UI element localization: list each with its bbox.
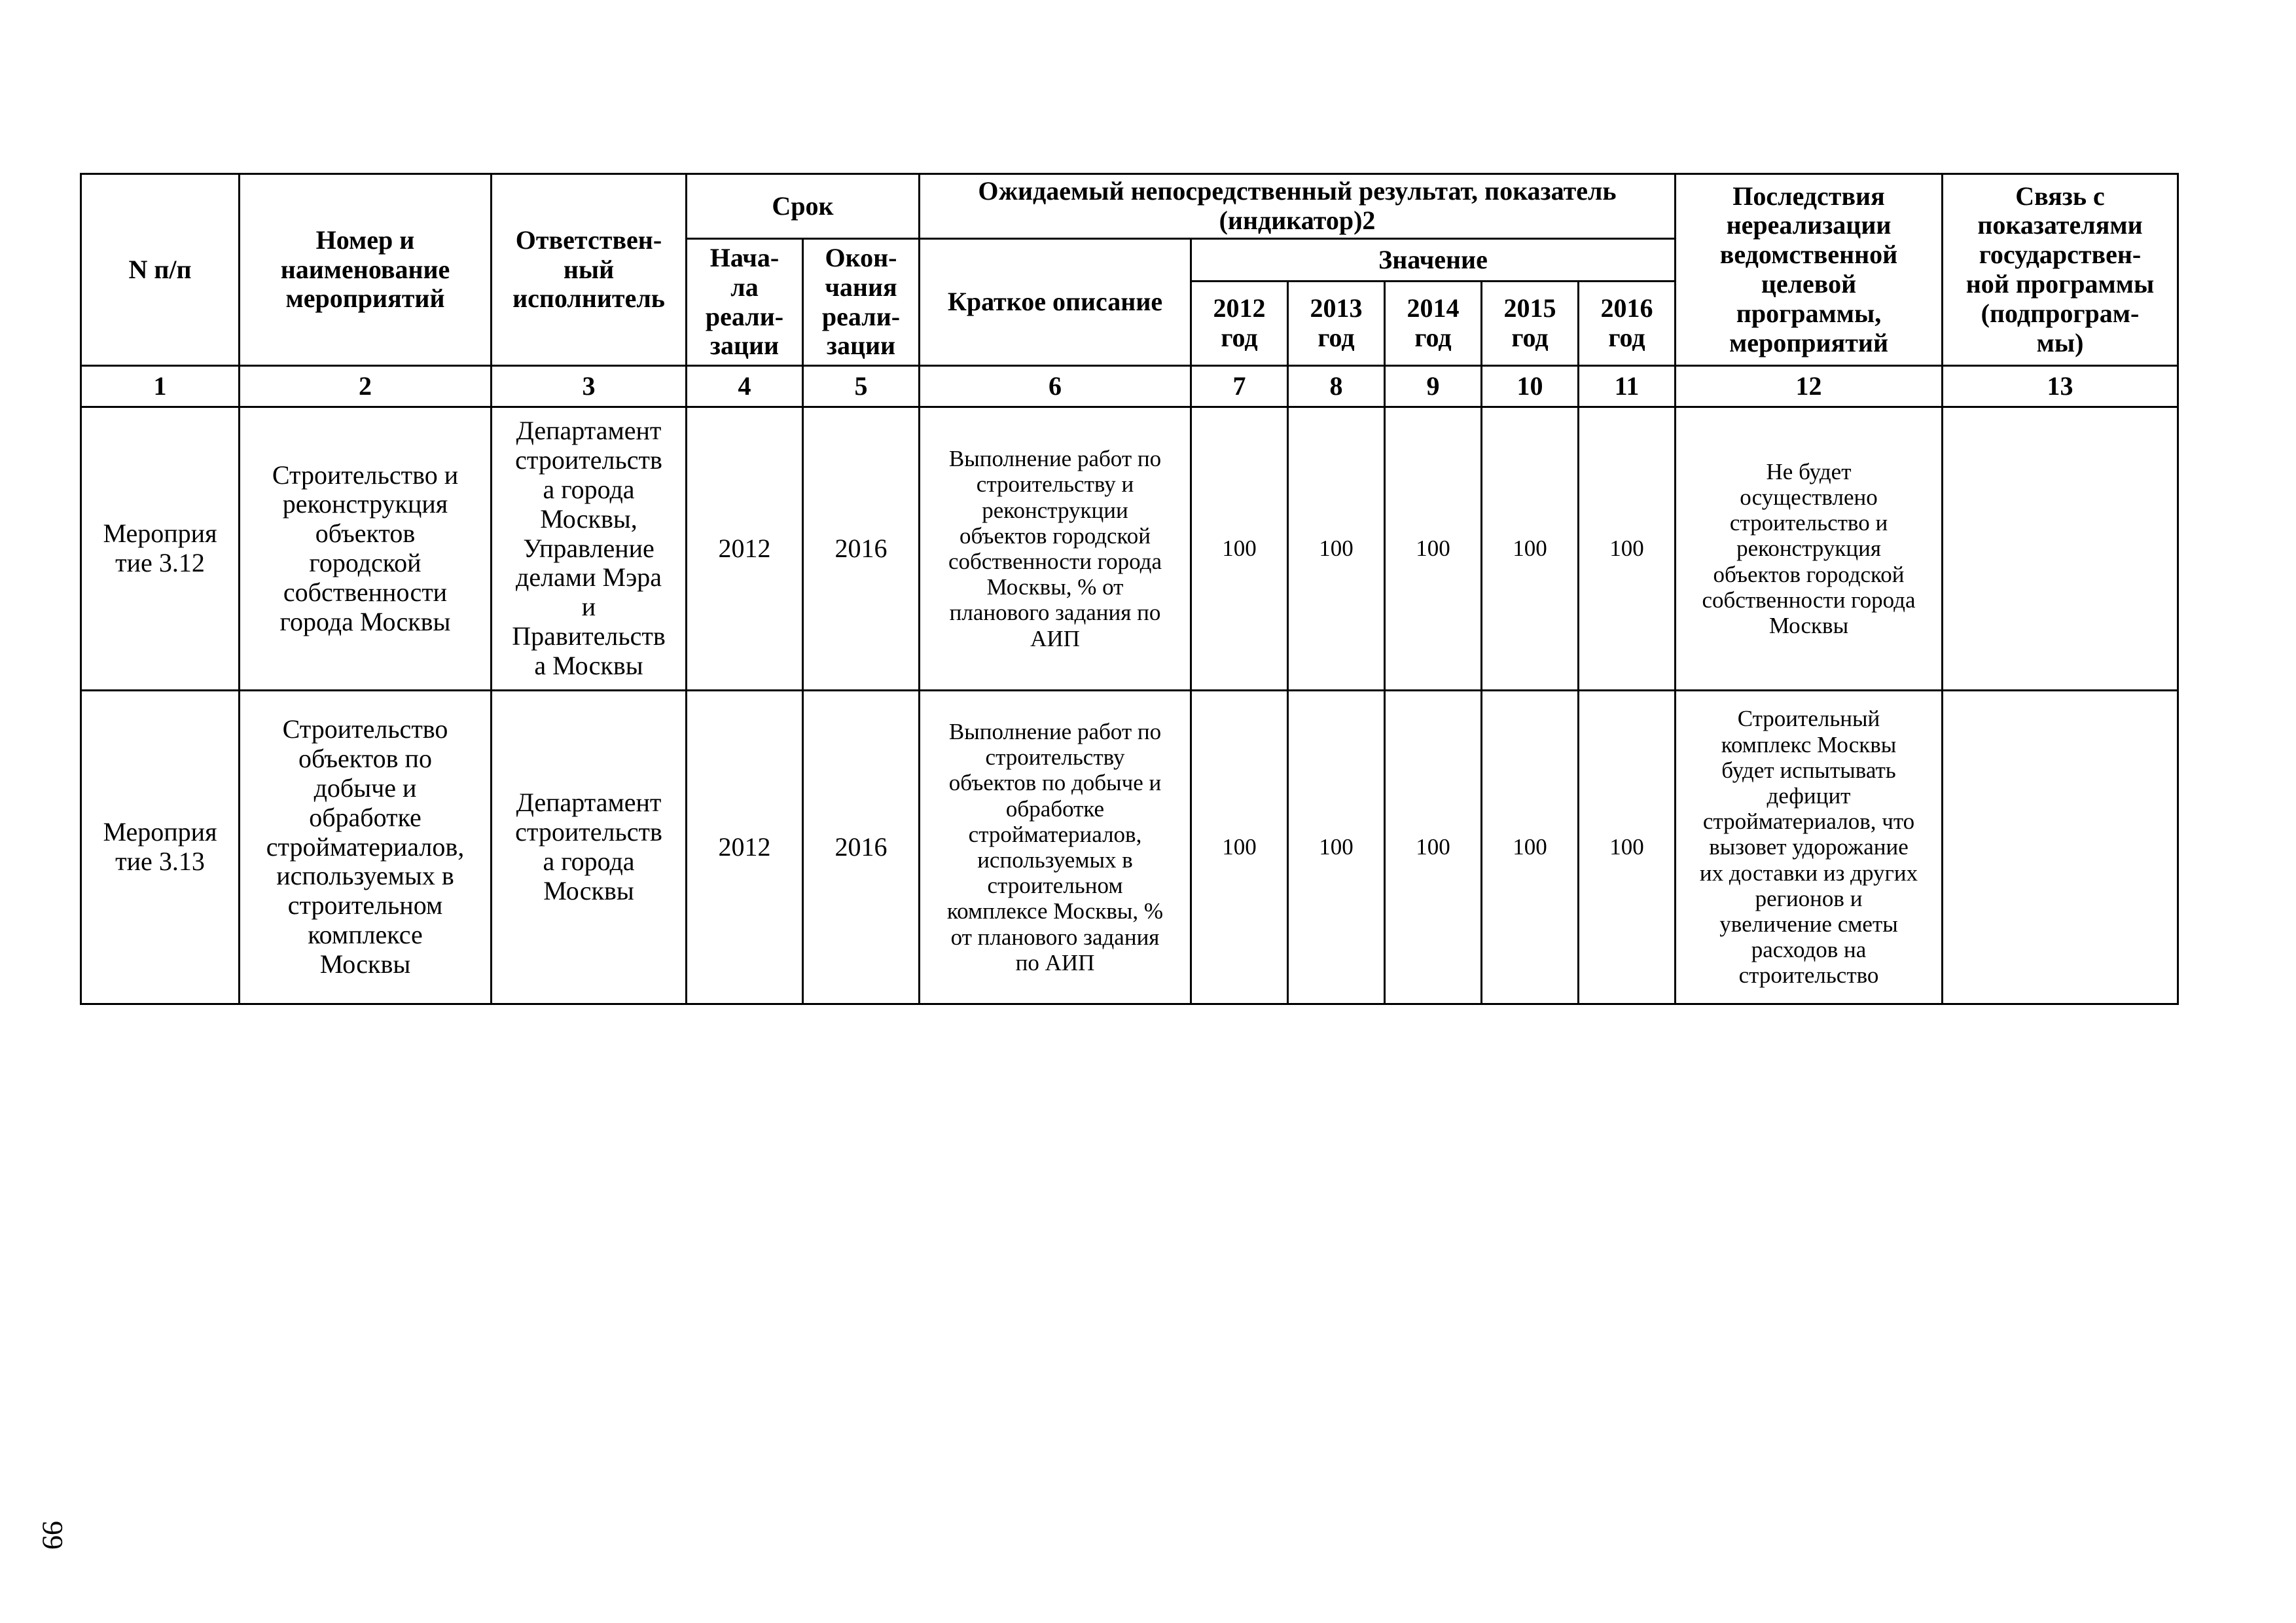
description-line: стройматериалов, (968, 821, 1142, 847)
consequences-line: строительство (1738, 962, 1879, 989)
consequences-line: собственности города (1702, 587, 1916, 613)
column-number: 12 (1676, 366, 1943, 407)
header-measure-name-line: Номер и (315, 225, 415, 255)
description-line: по АИП (1015, 949, 1095, 976)
header-year-2013 (1288, 282, 1385, 366)
header-end (803, 239, 920, 366)
header-measure-name (240, 174, 492, 366)
measure-id-line: тие 3.13 (115, 847, 205, 876)
header-program-link-line: государствен- (1979, 240, 2142, 270)
measure-name-line: городской (309, 548, 422, 577)
header-term: Срок (687, 174, 920, 239)
column-number: 8 (1288, 366, 1385, 407)
measure-name-line: объектов (315, 519, 416, 549)
value-2014: 100 (1385, 691, 1482, 1004)
description-line: планового задания по (949, 600, 1161, 626)
consequences-line: регионов и (1755, 885, 1863, 911)
column-number: 11 (1579, 366, 1676, 407)
consequences-line: стройматериалов, что (1702, 809, 1915, 835)
header-consequences-line: мероприятий (1729, 327, 1888, 357)
measure-name-line: города Москвы (279, 606, 451, 636)
column-number: 6 (920, 366, 1191, 407)
end-year: 2016 (803, 407, 920, 691)
description-line: используемых в (977, 847, 1133, 873)
description-line: АИП (1030, 625, 1080, 651)
consequences-line: Москвы (1768, 612, 1849, 638)
header-year-2015 (1482, 282, 1579, 366)
header-consequences-line: программы, (1736, 298, 1882, 328)
description-line: объектов по добыче и (948, 770, 1162, 796)
measure-name (240, 691, 492, 1004)
header-consequences-line: нереализации (1726, 210, 1892, 240)
measure-name-line: Москвы (319, 949, 411, 979)
header-start-line: Нача- (709, 242, 780, 272)
description-line: комплексе Москвы, % (946, 898, 1164, 924)
header-responsible-line: Ответствен- (515, 225, 662, 255)
header-responsible-line: исполнитель (512, 283, 665, 314)
value-2015: 100 (1482, 691, 1579, 1004)
page-number: 99 (37, 1521, 69, 1550)
header-expected-result-line: (индикатор)2 (1219, 206, 1376, 235)
responsible-line: и (581, 592, 596, 622)
responsible-line: а Москвы (534, 650, 643, 680)
result-description (920, 691, 1191, 1004)
consequences-line: реконструкция (1736, 536, 1881, 562)
header-program-link (1943, 174, 2178, 366)
header-program-link-line: (подпрограм- (1981, 298, 2140, 328)
header-start-line: зации (709, 331, 780, 361)
year-unit: год (1511, 323, 1549, 352)
responsible-line: Москвы, (540, 503, 637, 534)
value-2012: 100 (1191, 407, 1288, 691)
column-number: 9 (1385, 366, 1482, 407)
measure-id (81, 691, 240, 1004)
column-number: 13 (1943, 366, 2178, 407)
non-implementation-consequences (1676, 691, 1943, 1004)
header-responsible (492, 174, 687, 366)
program-measures-table (80, 173, 2179, 1005)
column-number: 1 (81, 366, 240, 407)
measure-name-line: Строительство и (272, 460, 459, 490)
end-year: 2016 (803, 691, 920, 1004)
start-year: 2012 (687, 407, 803, 691)
measure-name-line: объектов по (298, 744, 432, 774)
header-measure-name-line: наименование (280, 254, 450, 284)
value-2012: 100 (1191, 691, 1288, 1004)
measure-name-line: реконструкция (282, 489, 448, 519)
year-unit: год (1318, 323, 1355, 352)
consequences-line: осуществлено (1740, 484, 1878, 511)
header-end-line: чания (825, 272, 897, 302)
measure-name-line: комплексе (308, 919, 423, 949)
year-label: 2015 (1503, 293, 1556, 323)
description-line: Выполнение работ по (948, 446, 1162, 472)
header-consequences-line: ведомственной (1719, 240, 1898, 270)
measure-name-line: стройматериалов, (266, 831, 465, 862)
responsible-line: Департамент (516, 788, 662, 818)
measure-name-line: используемых в (276, 861, 454, 891)
year-label: 2012 (1213, 293, 1266, 323)
responsible-line: строительств (515, 817, 662, 847)
consequences-line: дефицит (1767, 783, 1851, 809)
consequences-line: комплекс Москвы (1721, 731, 1897, 757)
responsible-line: Москвы (543, 875, 634, 905)
start-year: 2012 (687, 691, 803, 1004)
description-line: строительству и (976, 471, 1134, 498)
table-row (81, 407, 2178, 691)
year-unit: год (1221, 323, 1258, 352)
description-line: реконструкции (982, 497, 1128, 523)
header-end-line: реали- (821, 301, 901, 331)
header-program-link-line: ной программы (1965, 269, 2155, 299)
responsible-executor (492, 407, 687, 691)
description-line: обработке (1005, 795, 1105, 822)
measure-name-line: собственности (283, 577, 448, 607)
value-2013: 100 (1288, 691, 1385, 1004)
responsible-line: делами Мэра (515, 562, 662, 593)
value-2016: 100 (1579, 691, 1676, 1004)
column-number: 7 (1191, 366, 1288, 407)
description-line: Выполнение работ по (948, 719, 1162, 745)
value-2015: 100 (1482, 407, 1579, 691)
header-consequences (1676, 174, 1943, 366)
header-year-2014 (1385, 282, 1482, 366)
program-link (1943, 407, 2178, 691)
program-link (1943, 691, 2178, 1004)
consequences-line: их доставки из других (1699, 860, 1918, 886)
value-2014: 100 (1385, 407, 1482, 691)
responsible-line: Правительств (512, 621, 666, 651)
measure-id (81, 407, 240, 691)
non-implementation-consequences (1676, 407, 1943, 691)
value-2016: 100 (1579, 407, 1676, 691)
table-row (81, 691, 2178, 1004)
year-label: 2016 (1600, 293, 1653, 323)
year-label: 2013 (1310, 293, 1363, 323)
column-number: 10 (1482, 366, 1579, 407)
measure-id-line: Мероприя (103, 519, 217, 549)
consequences-line: строительство и (1729, 510, 1888, 536)
year-unit: год (1608, 323, 1645, 352)
header-end-line: Окон- (825, 242, 897, 272)
consequences-line: Не будет (1766, 458, 1852, 484)
responsible-line: строительств (515, 445, 662, 475)
description-line: строительном (987, 873, 1123, 899)
responsible-line: Управление (523, 533, 655, 563)
header-brief-description: Краткое описание (920, 239, 1191, 366)
header-expected-result (920, 174, 1676, 239)
consequences-line: Строительный (1737, 706, 1880, 732)
header-start-line: реали- (705, 301, 784, 331)
measure-name (240, 407, 492, 691)
header-program-link-line: показателями (1977, 210, 2143, 240)
responsible-line: Департамент (516, 416, 662, 446)
year-unit: год (1414, 323, 1452, 352)
measure-id-line: тие 3.12 (115, 548, 205, 577)
measure-name-line: обработке (309, 802, 422, 832)
consequences-line: расходов на (1751, 937, 1867, 963)
consequences-line: вызовет удорожание (1709, 834, 1909, 860)
responsible-executor (492, 691, 687, 1004)
header-end-line: зации (826, 331, 896, 361)
header-consequences-line: целевой (1761, 269, 1857, 299)
year-label: 2014 (1407, 293, 1460, 323)
header-start (687, 239, 803, 366)
consequences-line: увеличение сметы (1719, 911, 1898, 937)
description-line: собственности города (948, 549, 1162, 574)
measure-name-line: строительном (287, 890, 443, 921)
header-consequences-line: Последствия (1732, 181, 1885, 211)
header-expected-result-line: Ожидаемый непосредственный результат, показатель (978, 176, 1617, 206)
description-line: строительству (985, 744, 1125, 771)
header-program-link-line: мы) (2036, 327, 2084, 357)
header-year-2012 (1191, 282, 1288, 366)
header-start-line: ла (730, 272, 759, 302)
measure-id-line: Мероприя (103, 817, 217, 847)
header-responsible-line: ный (563, 254, 615, 284)
value-2013: 100 (1288, 407, 1385, 691)
header-measure-name-line: мероприятий (285, 283, 445, 314)
measure-name-line: Строительство (282, 714, 448, 744)
consequences-line: объектов городской (1713, 561, 1905, 587)
result-description (920, 407, 1191, 691)
header-value: Значение (1191, 239, 1676, 282)
header-number: N п/п (81, 174, 240, 366)
description-line: объектов городской (960, 522, 1151, 549)
description-line: от планового задания (950, 924, 1160, 950)
column-number: 3 (492, 366, 687, 407)
responsible-line: а города (543, 847, 635, 876)
responsible-line: а города (543, 475, 635, 504)
description-line: Москвы, % от (986, 574, 1124, 600)
column-number: 2 (240, 366, 492, 407)
header-program-link-line: Связь с (2015, 181, 2105, 211)
column-number: 5 (803, 366, 920, 407)
consequences-line: будет испытывать (1721, 757, 1896, 783)
measure-name-line: добыче и (314, 773, 417, 803)
column-number: 4 (687, 366, 803, 407)
header-year-2016 (1579, 282, 1676, 366)
